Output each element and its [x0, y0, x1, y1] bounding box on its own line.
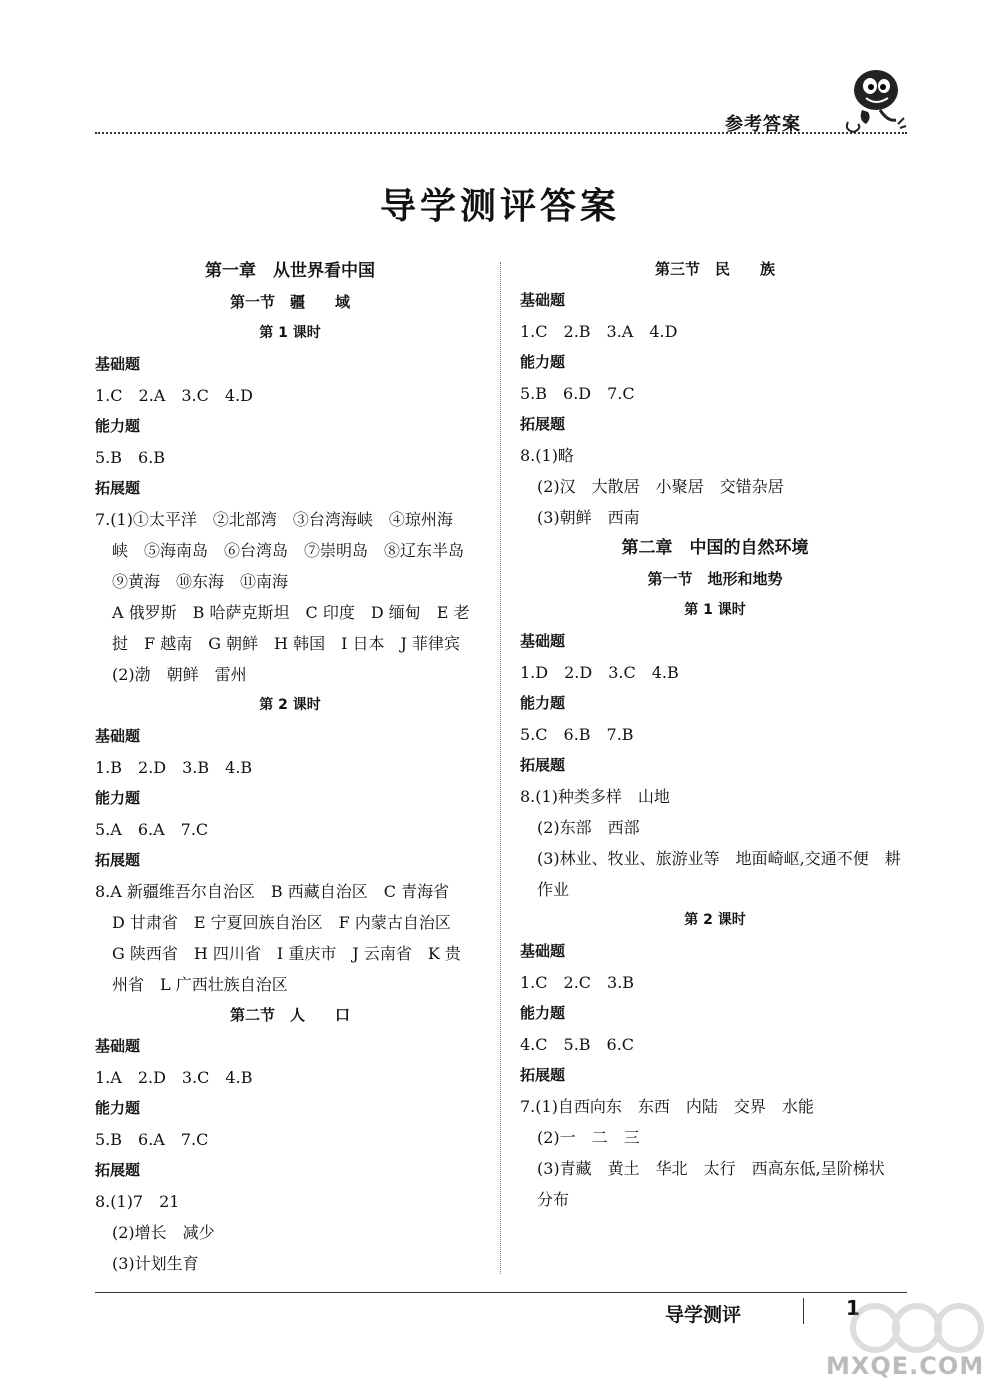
question-category: 能力题	[95, 417, 141, 435]
header-rule	[95, 132, 907, 134]
question-category: 能力题	[520, 694, 566, 712]
answer-line: 挝 F 越南 G 朝鲜 H 韩国 I 日本 J 菲律宾	[112, 634, 461, 653]
chapter-heading: 第二章 中国的自然环境	[621, 538, 809, 558]
section-heading: 第三节 民 族	[654, 260, 775, 278]
answer-line: 8.(1)7 21	[95, 1192, 180, 1211]
answer-line: 5.C 6.B 7.B	[520, 725, 634, 744]
answer-line: 作业	[537, 880, 570, 899]
answer-line: 1.C 2.A 3.C 4.D	[95, 386, 253, 405]
answer-line: 1.C 2.B 3.A 4.D	[520, 322, 678, 341]
question-category: 拓展题	[520, 1066, 566, 1084]
footer-title: 导学测评	[665, 1304, 742, 1326]
question-category: 拓展题	[95, 851, 141, 869]
answer-line: (3)计划生育	[112, 1254, 199, 1273]
answer-line: A 俄罗斯 B 哈萨克斯坦 C 印度 D 缅甸 E 老	[112, 603, 470, 622]
question-category: 拓展题	[95, 1161, 141, 1179]
answer-line: (2)增长 减少	[112, 1223, 215, 1242]
answer-line: 5.B 6.D 7.C	[520, 384, 635, 403]
question-category: 能力题	[520, 353, 566, 371]
answer-line: 5.B 6.B	[95, 448, 166, 467]
answer-line: 8.A 新疆维吾尔自治区 B 西藏自治区 C 青海省	[95, 882, 450, 901]
lesson-heading: 第 1 课时	[259, 325, 321, 341]
question-category: 拓展题	[520, 415, 566, 433]
footer-rule	[95, 1292, 907, 1293]
answer-line: 1.D 2.D 3.C 4.B	[520, 663, 679, 682]
question-category: 能力题	[95, 789, 141, 807]
answer-line: 1.A 2.D 3.C 4.B	[95, 1068, 253, 1087]
question-category: 基础题	[520, 291, 566, 309]
answer-line: (2)汉 大散居 小聚居 交错杂居	[537, 477, 784, 496]
lesson-heading: 第 2 课时	[684, 912, 746, 928]
answer-line: (2)东部 西部	[537, 818, 640, 837]
mascot-logo	[838, 62, 908, 137]
footer-separator	[803, 1298, 804, 1324]
section-heading: 第二节 人 口	[229, 1006, 350, 1024]
question-category: 基础题	[520, 942, 566, 960]
answer-line: 8.(1)略	[520, 446, 574, 465]
answer-line: (2)渤 朝鲜 雷州	[112, 665, 247, 684]
answer-line: 峡 ⑤海南岛 ⑥台湾岛 ⑦崇明岛 ⑧辽东半岛	[112, 541, 465, 560]
answer-line: 5.B 6.A 7.C	[95, 1130, 209, 1149]
question-category: 基础题	[520, 632, 566, 650]
lesson-heading: 第 1 课时	[684, 602, 746, 618]
answer-line: 分布	[537, 1190, 570, 1209]
chapter-heading: 第一章 从世界看中国	[205, 261, 375, 281]
question-category: 能力题	[520, 1004, 566, 1022]
answer-line: 州省 L 广西壮族自治区	[112, 975, 288, 994]
question-category: 基础题	[95, 727, 141, 745]
column-divider	[500, 262, 501, 1274]
question-category: 拓展题	[95, 479, 141, 497]
question-category: 拓展题	[520, 756, 566, 774]
section-heading: 第一节 疆 域	[229, 293, 350, 311]
answer-line: 5.A 6.A 7.C	[95, 820, 209, 839]
answer-line: ⑨黄海 ⑩东海 ⑪南海	[112, 572, 289, 591]
page-number: 1	[846, 1296, 860, 1320]
answer-line: (3)朝鲜 西南	[537, 508, 640, 527]
answer-line: D 甘肃省 E 宁夏回族自治区 F 内蒙古自治区	[112, 913, 451, 932]
answer-line: 1.C 2.C 3.B	[520, 973, 635, 992]
page-title: 导学测评答案	[379, 186, 620, 227]
answer-line: (3)青藏 黄土 华北 太行 西高东低,呈阶梯状	[537, 1159, 885, 1178]
lesson-heading: 第 2 课时	[259, 697, 321, 713]
answer-line: 4.C 5.B 6.C	[520, 1035, 635, 1054]
left-column	[95, 256, 485, 1279]
answer-line: (3)林业、牧业、旅游业等 地面崎岖,交通不便 耕	[537, 849, 901, 868]
answer-line: 1.B 2.D 3.B 4.B	[95, 758, 253, 777]
right-column	[520, 254, 910, 1215]
question-category: 能力题	[95, 1099, 141, 1117]
section-heading: 第一节 地形和地势	[647, 570, 783, 588]
watermark-text: MXQE.COM	[826, 1352, 985, 1380]
answer-line: G 陕西省 H 四川省 I 重庆市 J 云南省 K 贵	[112, 944, 461, 963]
header-label: 参考答案	[725, 114, 801, 135]
answer-line: 8.(1)种类多样 山地	[520, 787, 670, 806]
answer-line: 7.(1)①太平洋 ②北部湾 ③台湾海峡 ④琼州海	[95, 510, 453, 529]
question-category: 基础题	[95, 1037, 141, 1055]
question-category: 基础题	[95, 355, 141, 373]
answer-line: 7.(1)自西向东 东西 内陆 交界 水能	[520, 1097, 814, 1116]
answer-line: (2)一 二 三	[537, 1128, 640, 1147]
